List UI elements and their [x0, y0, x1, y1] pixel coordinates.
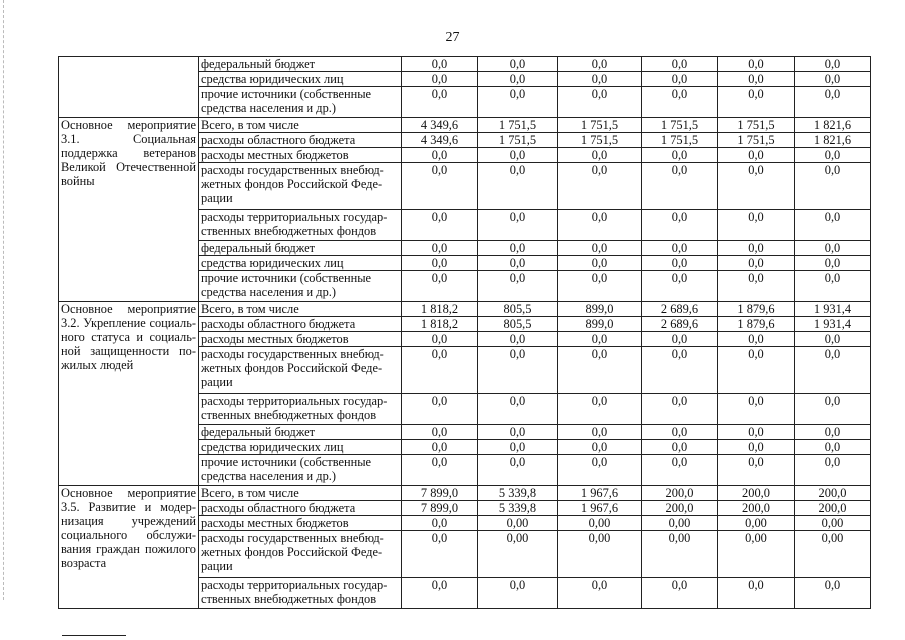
amount-cell: 0,00: [795, 531, 871, 578]
funding-source-cell: расходы государственных внебюджетных фондов Российской Федерации: [199, 347, 402, 394]
measure-cell-continued: [59, 57, 199, 118]
amount-cell: 0,0: [402, 578, 478, 609]
amount-cell: 0,0: [642, 241, 718, 256]
amount-cell: 0,0: [558, 210, 642, 241]
footnote-separator: [62, 635, 126, 636]
amount-cell: 0,0: [558, 271, 642, 302]
amount-cell: 0,0: [558, 332, 642, 347]
amount-cell: 0,0: [402, 256, 478, 271]
amount-cell: 0,0: [795, 163, 871, 210]
amount-cell: 0,00: [478, 531, 558, 578]
amount-cell: 1 821,6: [795, 118, 871, 133]
amount-cell: 0,0: [558, 72, 642, 87]
amount-cell: 0,00: [795, 516, 871, 531]
amount-cell: 1 751,5: [642, 133, 718, 148]
table-row: [59, 57, 871, 72]
amount-cell: 0,0: [478, 256, 558, 271]
amount-cell: 0,00: [478, 516, 558, 531]
amount-cell: 0,0: [558, 87, 642, 118]
amount-cell: 0,0: [402, 57, 478, 72]
funding-source-cell: расходы государственных внебюджетных фондов Российской Федерации: [199, 531, 402, 578]
amount-cell: 0,0: [558, 241, 642, 256]
funding-source-cell: прочие источники (собственные средства населения и др.): [199, 271, 402, 302]
funding-source-cell: расходы государственных внебюджетных фондов Российской Федерации: [199, 163, 402, 210]
amount-cell: 1 879,6: [718, 302, 795, 317]
amount-cell: 0,0: [558, 578, 642, 609]
amount-cell: 1 967,6: [558, 486, 642, 501]
amount-cell: 5 339,8: [478, 501, 558, 516]
amount-cell: 0,0: [718, 148, 795, 163]
amount-cell: 0,0: [478, 440, 558, 455]
amount-cell: 0,0: [402, 347, 478, 394]
amount-cell: 0,0: [795, 148, 871, 163]
amount-cell: 805,5: [478, 317, 558, 332]
amount-cell: 0,0: [558, 163, 642, 210]
amount-cell: 0,0: [795, 394, 871, 425]
funding-source-cell: расходы областного бюджета: [199, 501, 402, 516]
amount-cell: 1 751,5: [718, 133, 795, 148]
amount-cell: 0,0: [478, 72, 558, 87]
amount-cell: 4 349,6: [402, 118, 478, 133]
amount-cell: 1 818,2: [402, 302, 478, 317]
amount-cell: 0,0: [478, 87, 558, 118]
amount-cell: 0,0: [718, 271, 795, 302]
amount-cell: 0,0: [402, 332, 478, 347]
amount-cell: 2 689,6: [642, 317, 718, 332]
amount-cell: 0,0: [478, 241, 558, 256]
funding-source-cell: расходы областного бюджета: [199, 133, 402, 148]
amount-cell: 1 751,5: [718, 118, 795, 133]
table-row: [59, 118, 871, 133]
amount-cell: 0,0: [642, 256, 718, 271]
amount-cell: 0,0: [718, 347, 795, 394]
amount-cell: 0,0: [718, 256, 795, 271]
amount-cell: 0,0: [478, 332, 558, 347]
amount-cell: 0,0: [718, 425, 795, 440]
amount-cell: 805,5: [478, 302, 558, 317]
amount-cell: 0,0: [558, 440, 642, 455]
amount-cell: 0,0: [718, 440, 795, 455]
amount-cell: 200,0: [795, 501, 871, 516]
amount-cell: 0,0: [718, 87, 795, 118]
amount-cell: 0,0: [478, 148, 558, 163]
amount-cell: 0,0: [718, 332, 795, 347]
table-row: [59, 486, 871, 501]
amount-cell: 0,0: [718, 57, 795, 72]
page-number: 27: [445, 30, 460, 45]
amount-cell: 0,0: [718, 163, 795, 210]
amount-cell: 0,00: [558, 516, 642, 531]
amount-cell: 899,0: [558, 317, 642, 332]
funding-source-cell: средства юридических лиц: [199, 440, 402, 455]
amount-cell: 2 689,6: [642, 302, 718, 317]
amount-cell: 1 931,4: [795, 317, 871, 332]
amount-cell: 0,0: [402, 455, 478, 486]
amount-cell: 0,0: [642, 148, 718, 163]
amount-cell: 0,0: [402, 241, 478, 256]
amount-cell: 0,0: [402, 394, 478, 425]
funding-source-cell: Всего, в том числе: [199, 118, 402, 133]
amount-cell: 1 751,5: [478, 133, 558, 148]
amount-cell: 200,0: [718, 486, 795, 501]
amount-cell: 1 967,6: [558, 501, 642, 516]
amount-cell: 1 751,5: [558, 118, 642, 133]
amount-cell: 0,0: [558, 425, 642, 440]
amount-cell: 1 751,5: [478, 118, 558, 133]
amount-cell: 0,0: [795, 425, 871, 440]
amount-cell: 0,0: [642, 332, 718, 347]
amount-cell: 0,0: [478, 271, 558, 302]
amount-cell: 0,0: [795, 256, 871, 271]
amount-cell: 0,0: [718, 241, 795, 256]
amount-cell: 1 751,5: [558, 133, 642, 148]
amount-cell: 200,0: [795, 486, 871, 501]
amount-cell: 899,0: [558, 302, 642, 317]
amount-cell: 0,0: [402, 210, 478, 241]
amount-cell: 0,0: [642, 210, 718, 241]
funding-source-cell: Всего, в том числе: [199, 486, 402, 501]
amount-cell: 0,00: [642, 516, 718, 531]
amount-cell: 0,0: [718, 394, 795, 425]
amount-cell: 0,0: [795, 241, 871, 256]
amount-cell: 0,0: [478, 394, 558, 425]
amount-cell: 5 339,8: [478, 486, 558, 501]
funding-source-cell: расходы местных бюджетов: [199, 516, 402, 531]
amount-cell: 0,0: [478, 210, 558, 241]
amount-cell: 1 818,2: [402, 317, 478, 332]
amount-cell: 0,0: [795, 72, 871, 87]
amount-cell: 0,0: [795, 347, 871, 394]
amount-cell: 0,0: [642, 57, 718, 72]
funding-source-cell: федеральный бюджет: [199, 57, 402, 72]
amount-cell: 0,00: [642, 531, 718, 578]
budget-table: [58, 56, 871, 609]
amount-cell: 0,0: [795, 271, 871, 302]
funding-source-cell: расходы территориальных государственных внебюджетных фондов: [199, 578, 402, 609]
amount-cell: 0,0: [558, 148, 642, 163]
amount-cell: 0,0: [718, 578, 795, 609]
funding-source-cell: расходы территориальных государственных внебюджетных фондов: [199, 394, 402, 425]
amount-cell: 0,0: [402, 163, 478, 210]
amount-cell: 1 821,6: [795, 133, 871, 148]
funding-source-cell: федеральный бюджет: [199, 241, 402, 256]
amount-cell: 200,0: [718, 501, 795, 516]
funding-source-cell: Всего, в том числе: [199, 302, 402, 317]
funding-source-cell: федеральный бюджет: [199, 425, 402, 440]
amount-cell: 0,0: [402, 87, 478, 118]
amount-cell: 0,0: [795, 455, 871, 486]
amount-cell: 0,0: [642, 440, 718, 455]
funding-source-cell: расходы местных бюджетов: [199, 332, 402, 347]
amount-cell: 0,0: [795, 578, 871, 609]
funding-source-cell: прочие источники (собственные средства населения и др.): [199, 87, 402, 118]
amount-cell: 0,0: [642, 87, 718, 118]
amount-cell: 0,0: [402, 148, 478, 163]
amount-cell: 0,00: [718, 516, 795, 531]
amount-cell: 0,0: [642, 163, 718, 210]
measure-cell: Основное мероприятие 3.5. Развитие и модернизация учреждений социального обслуживания граждан пожилого возраста: [59, 486, 199, 609]
amount-cell: 0,0: [795, 87, 871, 118]
amount-cell: 0,0: [795, 57, 871, 72]
amount-cell: 0,0: [478, 57, 558, 72]
funding-source-cell: расходы местных бюджетов: [199, 148, 402, 163]
amount-cell: 0,0: [478, 347, 558, 394]
amount-cell: 0,0: [642, 455, 718, 486]
amount-cell: 0,0: [402, 531, 478, 578]
amount-cell: 200,0: [642, 501, 718, 516]
amount-cell: 0,0: [718, 210, 795, 241]
amount-cell: 0,0: [402, 440, 478, 455]
amount-cell: 0,0: [558, 455, 642, 486]
amount-cell: 0,0: [478, 425, 558, 440]
funding-source-cell: прочие источники (собственные средства населения и др.): [199, 455, 402, 486]
funding-source-cell: расходы территориальных государственных внебюджетных фондов: [199, 210, 402, 241]
amount-cell: 0,00: [718, 531, 795, 578]
amount-cell: 0,0: [402, 516, 478, 531]
amount-cell: 1 751,5: [642, 118, 718, 133]
amount-cell: 0,00: [558, 531, 642, 578]
amount-cell: 0,0: [558, 256, 642, 271]
funding-source-cell: расходы областного бюджета: [199, 317, 402, 332]
amount-cell: 0,0: [642, 72, 718, 87]
amount-cell: 0,0: [558, 347, 642, 394]
amount-cell: 0,0: [795, 440, 871, 455]
amount-cell: 0,0: [402, 425, 478, 440]
measure-cell: Основное мероприятие 3.2. Укрепление социального статуса и социальной защищенности пожилых людей: [59, 302, 199, 486]
amount-cell: 0,0: [718, 455, 795, 486]
amount-cell: 0,0: [795, 332, 871, 347]
amount-cell: 0,0: [642, 271, 718, 302]
funding-source-cell: средства юридических лиц: [199, 72, 402, 87]
amount-cell: 0,0: [402, 271, 478, 302]
amount-cell: 0,0: [478, 163, 558, 210]
amount-cell: 7 899,0: [402, 501, 478, 516]
amount-cell: 4 349,6: [402, 133, 478, 148]
amount-cell: 0,0: [642, 394, 718, 425]
amount-cell: 0,0: [558, 394, 642, 425]
amount-cell: 0,0: [642, 578, 718, 609]
binding-margin-line: [3, 0, 4, 600]
amount-cell: 0,0: [795, 210, 871, 241]
amount-cell: 0,0: [402, 72, 478, 87]
table-row: [59, 302, 871, 317]
amount-cell: 0,0: [642, 425, 718, 440]
amount-cell: 0,0: [718, 72, 795, 87]
measure-cell: Основное мероприятие 3.1. Социальная поддержка ветеранов Великой Отечественной войны: [59, 118, 199, 302]
amount-cell: 200,0: [642, 486, 718, 501]
amount-cell: 0,0: [478, 455, 558, 486]
budget-table-body: [59, 57, 871, 609]
funding-source-cell: средства юридических лиц: [199, 256, 402, 271]
amount-cell: 0,0: [478, 578, 558, 609]
amount-cell: 1 879,6: [718, 317, 795, 332]
amount-cell: 0,0: [558, 57, 642, 72]
amount-cell: 7 899,0: [402, 486, 478, 501]
amount-cell: 0,0: [642, 347, 718, 394]
amount-cell: 1 931,4: [795, 302, 871, 317]
